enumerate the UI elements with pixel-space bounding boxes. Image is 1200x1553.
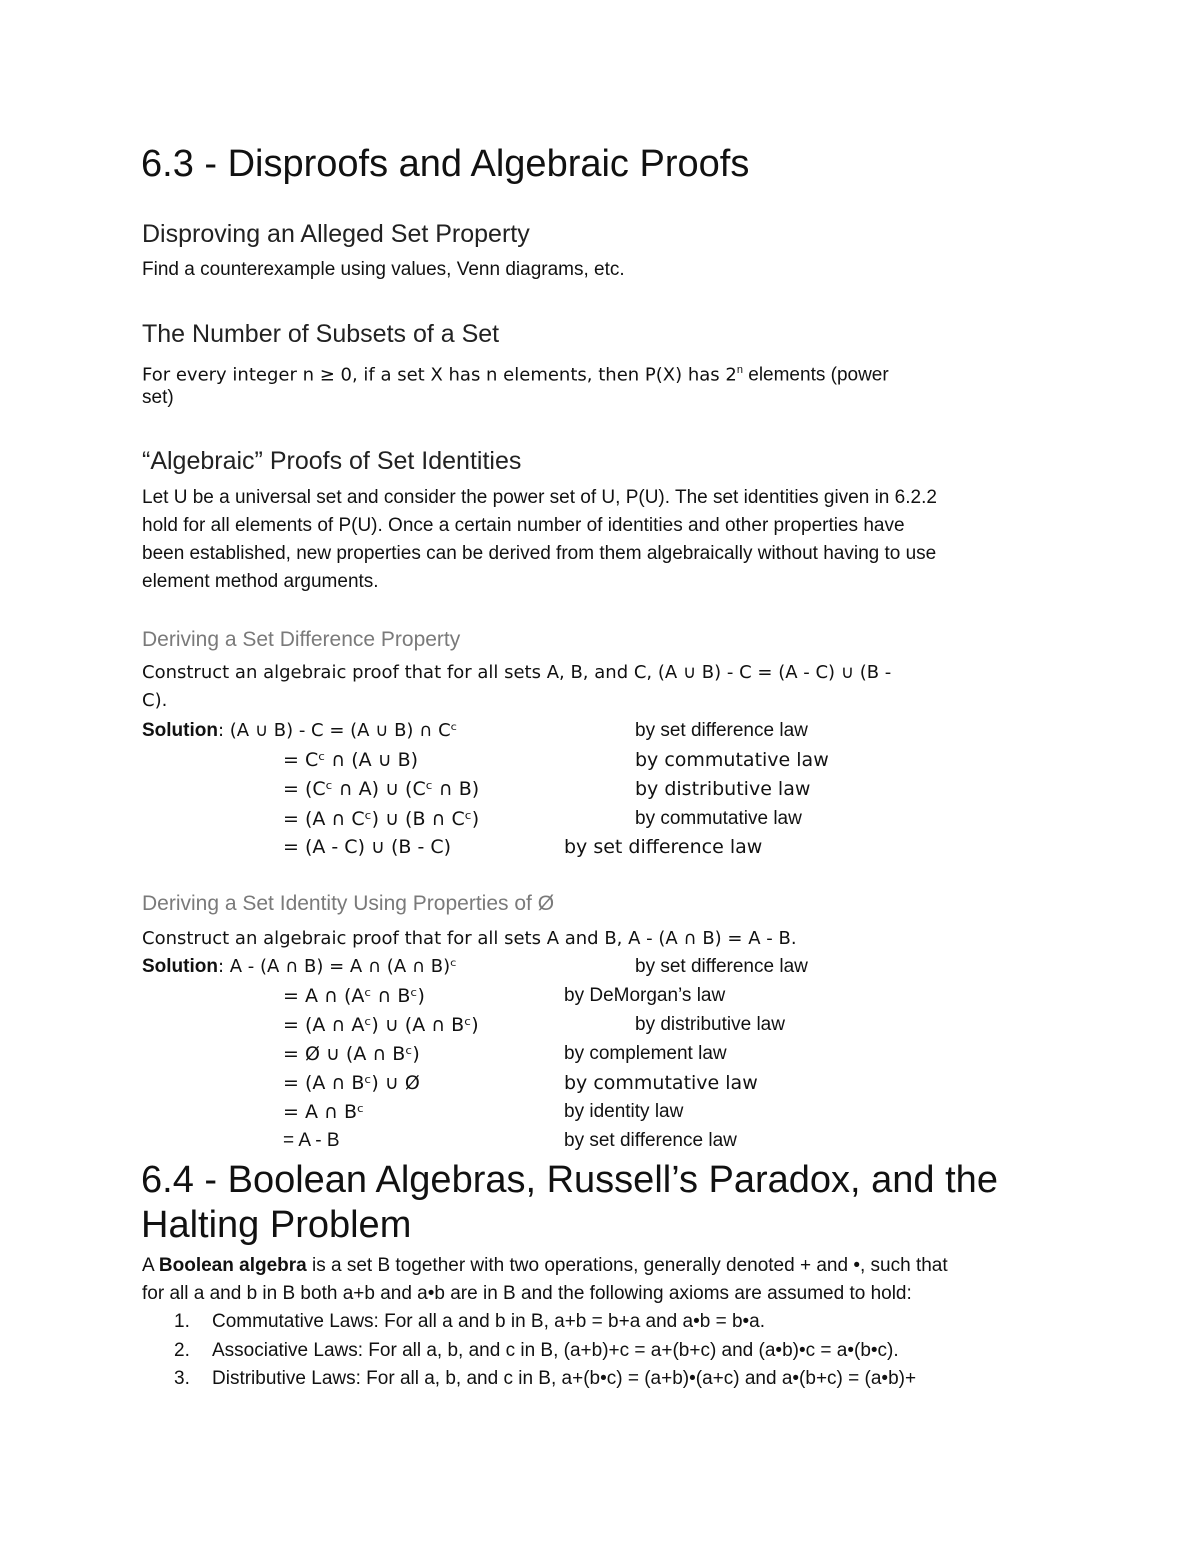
list-number: 3. xyxy=(174,1368,190,1389)
proof-expression: = (A ∩ Aᶜ) ∪ (A ∩ Bᶜ) xyxy=(283,1014,479,1036)
proof-reason: by set difference law xyxy=(564,1130,737,1151)
proof-reason: by commutative law xyxy=(564,1072,758,1094)
proof-step xyxy=(142,717,457,745)
subsection-heading: The Number of Subsets of a Set xyxy=(142,320,500,348)
text-run: is a set B together with two operations, generally denoted + and •, such that xyxy=(306,1255,948,1276)
paragraph: Find a counterexample using values, Venn diagrams, etc. xyxy=(142,259,625,280)
proof-expression: = (Cᶜ ∩ A) ∪ (Cᶜ ∩ B) xyxy=(283,778,480,800)
proof-reason: by complement law xyxy=(564,1043,727,1064)
list-number: 2. xyxy=(174,1339,190,1361)
proof-reason: by distributive law xyxy=(635,778,811,800)
paragraph-line: for all a and b in B both a+b and a•b are in B and the following axioms are assumed to hold: xyxy=(142,1283,912,1304)
proof-expression: = A - B xyxy=(283,1130,340,1151)
list-item xyxy=(142,1308,916,1337)
proof-expression: = Cᶜ ∩ (A ∪ B) xyxy=(283,749,419,771)
proof-expression: = A ∩ (Aᶜ ∩ Bᶜ) xyxy=(283,985,425,1007)
proof-reason: by identity law xyxy=(564,1101,684,1122)
proof-reason: by commutative law xyxy=(635,808,802,829)
superscript: n xyxy=(736,364,743,376)
paragraph-line: been established, new properties can be derived from them algebraically without having to use xyxy=(142,543,937,564)
section-title: 6.3 - Disproofs and Algebraic Proofs xyxy=(141,143,750,185)
section-title-line: Halting Problem xyxy=(141,1204,412,1246)
subsection-heading: “Algebraic” Proofs of Set Identities xyxy=(142,447,522,475)
proof-reason: by distributive law xyxy=(635,1014,785,1035)
proof-expression: = Ø ∪ (A ∩ Bᶜ) xyxy=(283,1043,420,1065)
solution-label: Solution xyxy=(142,956,218,977)
proof-reason: by commutative law xyxy=(635,749,829,771)
proof-reason: by set difference law xyxy=(635,720,808,741)
proof-expression: = A ∩ Bᶜ xyxy=(283,1101,365,1123)
paragraph-line: C). xyxy=(142,690,168,711)
proof-expression: : A - (A ∩ B) = A ∩ (A ∩ B)ᶜ xyxy=(217,956,457,977)
text-run: elements (power xyxy=(742,364,889,386)
subsubsection-heading: Deriving a Set Identity Using Properties of Ø xyxy=(142,892,555,915)
paragraph-line: set) xyxy=(142,387,174,408)
list-text: Associative Laws: For all a, b, and c in B, (a+b)+c = a+(b+c) and (a•b)•c = a•(b•c). xyxy=(212,1339,899,1361)
solution-label: Solution xyxy=(142,720,218,741)
list-text: Commutative Laws: For all a and b in B, a+b = b+a and a•b = b•a. xyxy=(212,1311,766,1332)
proof-reason: by set difference law xyxy=(635,956,808,977)
subsubsection-heading: Deriving a Set Difference Property xyxy=(142,628,461,651)
proof-step xyxy=(142,953,457,981)
paragraph-line: element method arguments. xyxy=(142,571,379,592)
list-text: Distributive Laws: For all a, b, and c in B, a+(b•c) = (a+b)•(a+c) and a•(b+c) = (a•b)+ xyxy=(212,1368,917,1389)
text-run: For every integer n ≥ 0, if a set X has n elements, then P(X) has 2 xyxy=(142,364,737,386)
paragraph-line xyxy=(142,1252,948,1280)
list-number: 1. xyxy=(174,1311,190,1332)
list-item xyxy=(142,1365,916,1394)
section-title-line: 6.4 - Boolean Algebras, Russell’s Paradox, and the xyxy=(141,1159,998,1201)
proof-reason: by set difference law xyxy=(564,836,763,858)
text-run: A xyxy=(142,1255,159,1276)
paragraph-line: Let U be a universal set and consider the power set of U, P(U). The set identities given in 6.2.2 xyxy=(142,487,937,508)
proof-expression: : (A ∪ B) - C = (A ∪ B) ∩ Cᶜ xyxy=(217,720,458,741)
bold-term: Boolean algebra xyxy=(158,1255,307,1276)
axioms-list xyxy=(142,1308,916,1394)
proof-expression: = (A ∩ Bᶜ) ∪ Ø xyxy=(283,1072,420,1094)
subsection-heading: Disproving an Alleged Set Property xyxy=(142,220,530,248)
paragraph xyxy=(142,356,889,389)
list-item xyxy=(142,1337,916,1366)
proof-expression: = (A ∩ Cᶜ) ∪ (B ∩ Cᶜ) xyxy=(283,808,480,830)
paragraph-line: Construct an algebraic proof that for all sets A, B, and C, (A ∪ B) - C = (A - C) ∪ (B - xyxy=(142,662,892,683)
paragraph-line: Construct an algebraic proof that for all sets A and B, A - (A ∩ B) = A - B. xyxy=(142,928,797,949)
proof-expression: = (A - C) ∪ (B - C) xyxy=(283,836,452,858)
proof-reason: by DeMorgan’s law xyxy=(564,985,726,1006)
paragraph-line: hold for all elements of P(U). Once a certain number of identities and other properties have xyxy=(142,515,905,536)
